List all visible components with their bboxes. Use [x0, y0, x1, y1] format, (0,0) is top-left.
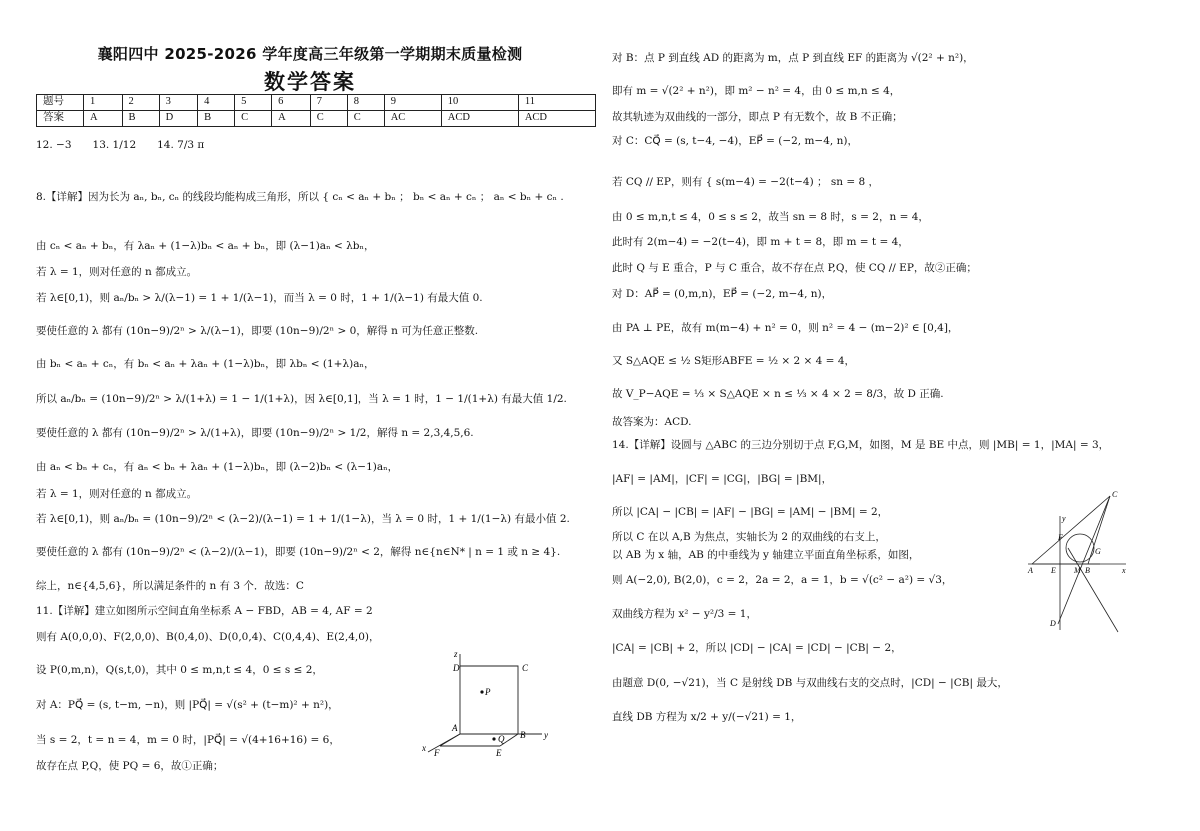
point-label: Q [498, 734, 505, 744]
question-number: 8 [347, 95, 384, 111]
point-label: F [1058, 533, 1063, 542]
solution-line: 由 cₙ < aₙ + bₙ，有 λaₙ + (1−λ)bₙ < aₙ + bₙ，即 (λ−1)aₙ < λbₙ， [36, 240, 375, 252]
question-number: 9 [384, 95, 441, 111]
solution-line: 若 λ∈[0,1)，则 aₙ/bₙ = (10n−9)/2ⁿ < (λ−2)/(λ−1) = 1 + 1/(1−λ)，当 λ = 0 时，1 + 1/(1−λ) 有最小值 2. [36, 513, 570, 525]
answer-cell: A [272, 111, 311, 127]
question-number: 6 [272, 95, 311, 111]
point-label: F [434, 748, 440, 758]
solution-line: 要使任意的 λ 都有 (10n−9)/2ⁿ < (λ−2)/(λ−1)，即要 (10n−9)/2ⁿ < 2，解得 n∈{n∈N* | n = 1 或 n ≥ 4}. [36, 546, 561, 558]
axis-label: x [1122, 566, 1126, 575]
axis-label: y [544, 730, 548, 740]
answer-cell: C [310, 111, 347, 127]
question-number: 3 [159, 95, 198, 111]
solution-line: 要使任意的 λ 都有 (10n−9)/2ⁿ > λ/(λ−1)，即要 (10n−9)/2ⁿ > 0，解得 n 可为任意正整数. [36, 325, 479, 337]
solution-line: 则 A(−2,0), B(2,0)，c = 2，2a = 2，a = 1，b = √(c² − a²) = √3， [612, 574, 953, 586]
solution-line: 14.【详解】设圆与 △ABC 的三边分别切于点 F,G,M，如图，M 是 BE 中点，则 |MB| = 1，|MA| = 3， [612, 439, 1110, 451]
point-label: A [452, 723, 458, 733]
solution-line: 若 λ∈[0,1)，则 aₙ/bₙ > λ/(λ−1) = 1 + 1/(λ−1)，而当 λ = 0 时，1 + 1/(λ−1) 有最大值 0. [36, 292, 483, 304]
point-label: P [485, 687, 491, 697]
answer-cell: ACD [518, 111, 595, 127]
solution-line: 当 s = 2，t = n = 4，m = 0 时，|PQ⃗| = √(4+16+16) = 6， [36, 734, 340, 746]
exam-title: 襄阳四中 2025-2026 学年度高三年级第一学期期末质量检测 [97, 45, 523, 63]
question-number: 7 [310, 95, 347, 111]
solution-line: 由 aₙ < bₙ + cₙ，有 aₙ < bₙ + λaₙ + (1−λ)bₙ，即 (λ−2)bₙ < (λ−1)aₙ， [36, 461, 399, 473]
solution-line: 设 P(0,m,n)，Q(s,t,0)，其中 0 ≤ m,n,t ≤ 4，0 ≤ s ≤ 2， [36, 664, 323, 676]
solution-line: 若 λ = 1，则对任意的 n 都成立。 [36, 488, 198, 500]
solution-line: 由 0 ≤ m,n,t ≤ 4，0 ≤ s ≤ 2，故当 sn = 8 时，s = 2，n = 4， [612, 211, 929, 223]
solution-line: |AF| = |AM|，|CF| = |CG|，|BG| = |BM|， [612, 473, 833, 485]
solution-line: 双曲线方程为 x² − y²/3 = 1， [612, 608, 757, 620]
point-label: M [1074, 566, 1081, 575]
final-answer: 故答案为：ACD. [612, 416, 692, 428]
axis-label: y [1062, 514, 1066, 523]
question-number: 4 [198, 95, 235, 111]
solution-line: 11.【详解】建立如图所示空间直角坐标系 A − FBD，AB = 4, AF = 2 [36, 605, 373, 617]
solution-line: 又 S△AQE ≤ ½ S矩形ABFE = ½ × 2 × 4 = 4， [612, 355, 856, 367]
answer-cell: C [347, 111, 384, 127]
solution-line: 对 A：PQ⃗ = (s, t−m, −n)，则 |PQ⃗| = √(s² + (t−m)² + n²)， [36, 699, 339, 711]
solution-line: 所以 |CA| − |CB| = |AF| − |BG| = |AM| − |BM| = 2， [612, 506, 889, 518]
answer-cell: C [235, 111, 272, 127]
solution-line: 若 λ = 1，则对任意的 n 都成立。 [36, 266, 198, 278]
answer-cell: D [159, 111, 198, 127]
solution-line: 此时有 2(m−4) = −2(t−4)，即 m + t = 8，即 m = t = 4， [612, 236, 909, 248]
solution-line: 以 AB 为 x 轴，AB 的中垂线为 y 轴建立平面直角坐标系，如图， [612, 549, 920, 561]
point-label: C [1112, 490, 1118, 499]
table-row-numbers [37, 95, 596, 111]
solution-line: 所以 C 在以 A,B 为焦点，实轴长为 2 的双曲线的右支上， [612, 531, 886, 543]
answer-cell: B [122, 111, 159, 127]
point-label: E [1051, 566, 1056, 575]
question-number: 2 [122, 95, 159, 111]
question-number: 10 [441, 95, 518, 111]
point-label: D [453, 663, 460, 673]
question-number: 1 [84, 95, 123, 111]
fill-in-answers: 12. −3 13. 1/12 14. 7/3 π [36, 139, 205, 151]
table-row-label: 答案 [37, 111, 84, 127]
solution-line: 由题意 D(0, −√21)，当 C 是射线 DB 与双曲线右支的交点时，|CD| − |CB| 最大， [612, 677, 1008, 689]
point-label: C [522, 663, 529, 673]
solution-line: 故 V_P−AQE = ⅓ × S△AQE × n ≤ ⅓ × 4 × 2 = 8/3，故 D 正确. [612, 388, 944, 400]
answer-cell: B [198, 111, 235, 127]
solution-line: 若 CQ // EP，则有 { s(m−4) = −2(t−4) ； sn = 8 ， [612, 176, 879, 188]
solution-line: 要使任意的 λ 都有 (10n−9)/2ⁿ > λ/(1+λ)，即要 (10n−9)/2ⁿ > 1/2，解得 n = 2,3,4,5,6. [36, 427, 474, 439]
solution-line: 故存在点 P,Q，使 PQ = 6，故①正确； [36, 760, 224, 772]
question-number: 11 [518, 95, 595, 111]
solution-line: 所以 aₙ/bₙ = (10n−9)/2ⁿ > λ/(1+λ) = 1 − 1/(1+λ)，因 λ∈[0,1]，当 λ = 1 时，1 − 1/(1+λ) 有最大值 1/2. [36, 393, 567, 405]
solution-line: 对 D：AP⃗ = (0,m,n)，EP⃗ = (−2, m−4, n)， [612, 288, 833, 300]
solution-line: 故其轨迹为双曲线的一部分，即点 P 有无数个，故 B 不正确； [612, 111, 903, 123]
answer-table [36, 94, 596, 127]
answer-cell: ACD [441, 111, 518, 127]
triangle-circle-figure [1022, 488, 1134, 636]
solution-line: 由 bₙ < aₙ + cₙ，有 bₙ < aₙ + λaₙ + (1−λ)bₙ，即 λbₙ < (1+λ)aₙ， [36, 358, 375, 370]
solution-line: 对 B：点 P 到直线 AD 的距离为 m，点 P 到直线 EF 的距离为 √(2² + n²)， [612, 52, 974, 64]
solution-line: |CA| = |CB| + 2，所以 |CD| − |CA| = |CD| − |CB| − 2， [612, 642, 902, 654]
point-label: A [1028, 566, 1033, 575]
table-row-answers [37, 111, 596, 127]
solution-line: 此时 Q 与 E 重合，P 与 C 重合，故不存在点 P,Q，使 CQ // EP，故②正确； [612, 262, 977, 274]
answer-cell: AC [384, 111, 441, 127]
cuboid-figure [422, 648, 572, 760]
solution-line: 对 C：CQ⃗ = (s, t−4, −4)，EP⃗ = (−2, m−4, n)， [612, 135, 858, 147]
point-label: B [1085, 566, 1090, 575]
point-label: B [520, 730, 526, 740]
question-number: 5 [235, 95, 272, 111]
solution-line: 由 PA ⊥ PE，故有 m(m−4) + n² = 0，则 n² = 4 − (m−2)² ∈ [0,4]， [612, 322, 959, 334]
answer-cell: A [84, 111, 123, 127]
solution-line: 即有 m = √(2² + n²)，即 m² − n² = 4，由 0 ≤ m,n ≤ 4， [612, 85, 901, 97]
axis-label: x [422, 743, 426, 753]
solution-line: 直线 DB 方程为 x/2 + y/(−√21) = 1， [612, 711, 802, 723]
solution-line: 综上，n∈{4,5,6}，所以满足条件的 n 有 3 个．故选：C [36, 580, 304, 592]
table-row-label: 题号 [37, 95, 84, 111]
solution-line: 则有 A(0,0,0)、F(2,0,0)、B(0,4,0)、D(0,0,4)、C(0,4,4)、E(2,4,0)， [36, 631, 380, 643]
point-label: G [1095, 547, 1101, 556]
point-label: D [1050, 619, 1056, 628]
point-label: E [496, 748, 502, 758]
solution-line: 8.【详解】因为长为 aₙ, bₙ, cₙ 的线段均能构成三角形，所以 { cₙ < aₙ + bₙ ； bₙ < aₙ + cₙ ； aₙ < bₙ + cₙ . [36, 191, 564, 203]
answer-title: 数学答案 [264, 70, 356, 94]
axis-label: z [454, 649, 458, 659]
